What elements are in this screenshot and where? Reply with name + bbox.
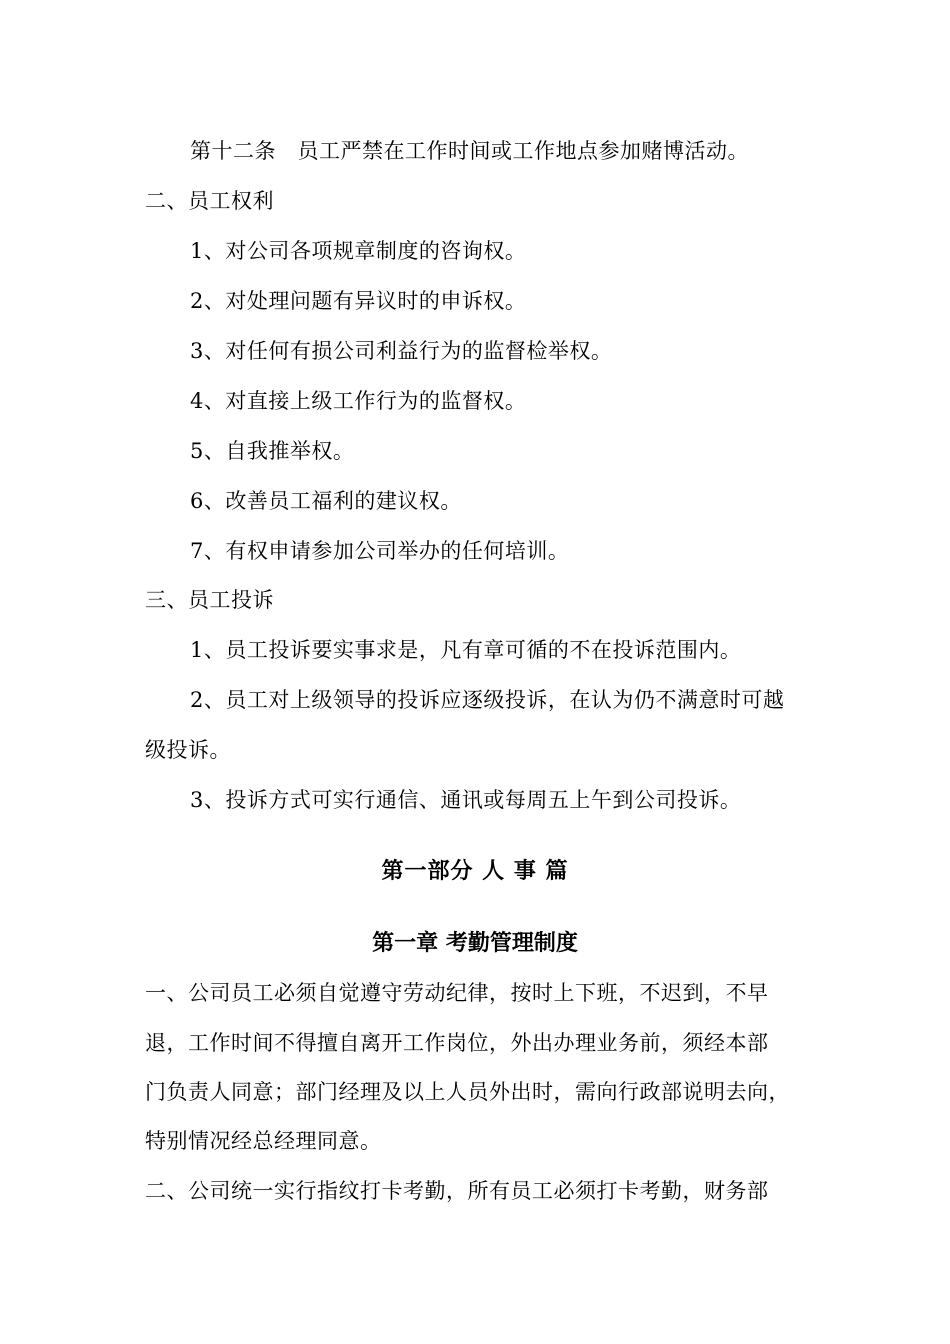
complaints-item-3: 3、投诉方式可实行通信、通讯或每周五上午到公司投诉。 <box>190 788 742 812</box>
rights-item-7: 7、有权申请参加公司举办的任何培训。 <box>190 539 570 563</box>
rights-item-1: 1、对公司各项规章制度的咨询权。 <box>190 239 527 263</box>
rights-heading: 二、员工权利 <box>145 189 274 213</box>
rights-item-6: 6、改善员工福利的建议权。 <box>190 489 462 513</box>
chapter-title: 第一章 考勤管理制度 <box>372 930 578 956</box>
attendance-p1-line-3: 门负责人同意；部门经理及以上人员外出时，需向行政部说明去向， <box>145 1080 790 1104</box>
complaints-item-2-line-1: 2、员工对上级领导的投诉应逐级投诉，在认为仍不满意时可越 <box>190 688 785 712</box>
complaints-heading: 三、员工投诉 <box>145 588 274 612</box>
attendance-p2-line-1: 二、公司统一实行指纹打卡考勤，所有员工必须打卡考勤，财务部 <box>145 1179 769 1203</box>
rights-item-2: 2、对处理问题有异议时的申诉权。 <box>190 289 527 313</box>
article-12: 第十二条 员工严禁在工作时间或工作地点参加赌博活动。 <box>190 139 749 163</box>
rights-item-3: 3、对任何有损公司利益行为的监督检举权。 <box>190 339 613 363</box>
attendance-p1-line-4: 特别情况经总经理同意。 <box>145 1129 382 1153</box>
complaints-item-1: 1、员工投诉要实事求是，凡有章可循的不在投诉范围内。 <box>190 638 742 662</box>
rights-item-4: 4、对直接上级工作行为的监督权。 <box>190 389 527 413</box>
attendance-p1-line-1: 一、公司员工必须自觉遵守劳动纪律，按时上下班，不迟到，不早 <box>145 981 769 1005</box>
complaints-item-2-line-2: 级投诉。 <box>145 738 231 762</box>
attendance-p1-line-2: 退，工作时间不得擅自离开工作岗位，外出办理业务前，须经本部 <box>145 1031 769 1055</box>
part-title: 第一部分 人 事 篇 <box>381 858 569 884</box>
rights-item-5: 5、自我推举权。 <box>190 439 355 463</box>
